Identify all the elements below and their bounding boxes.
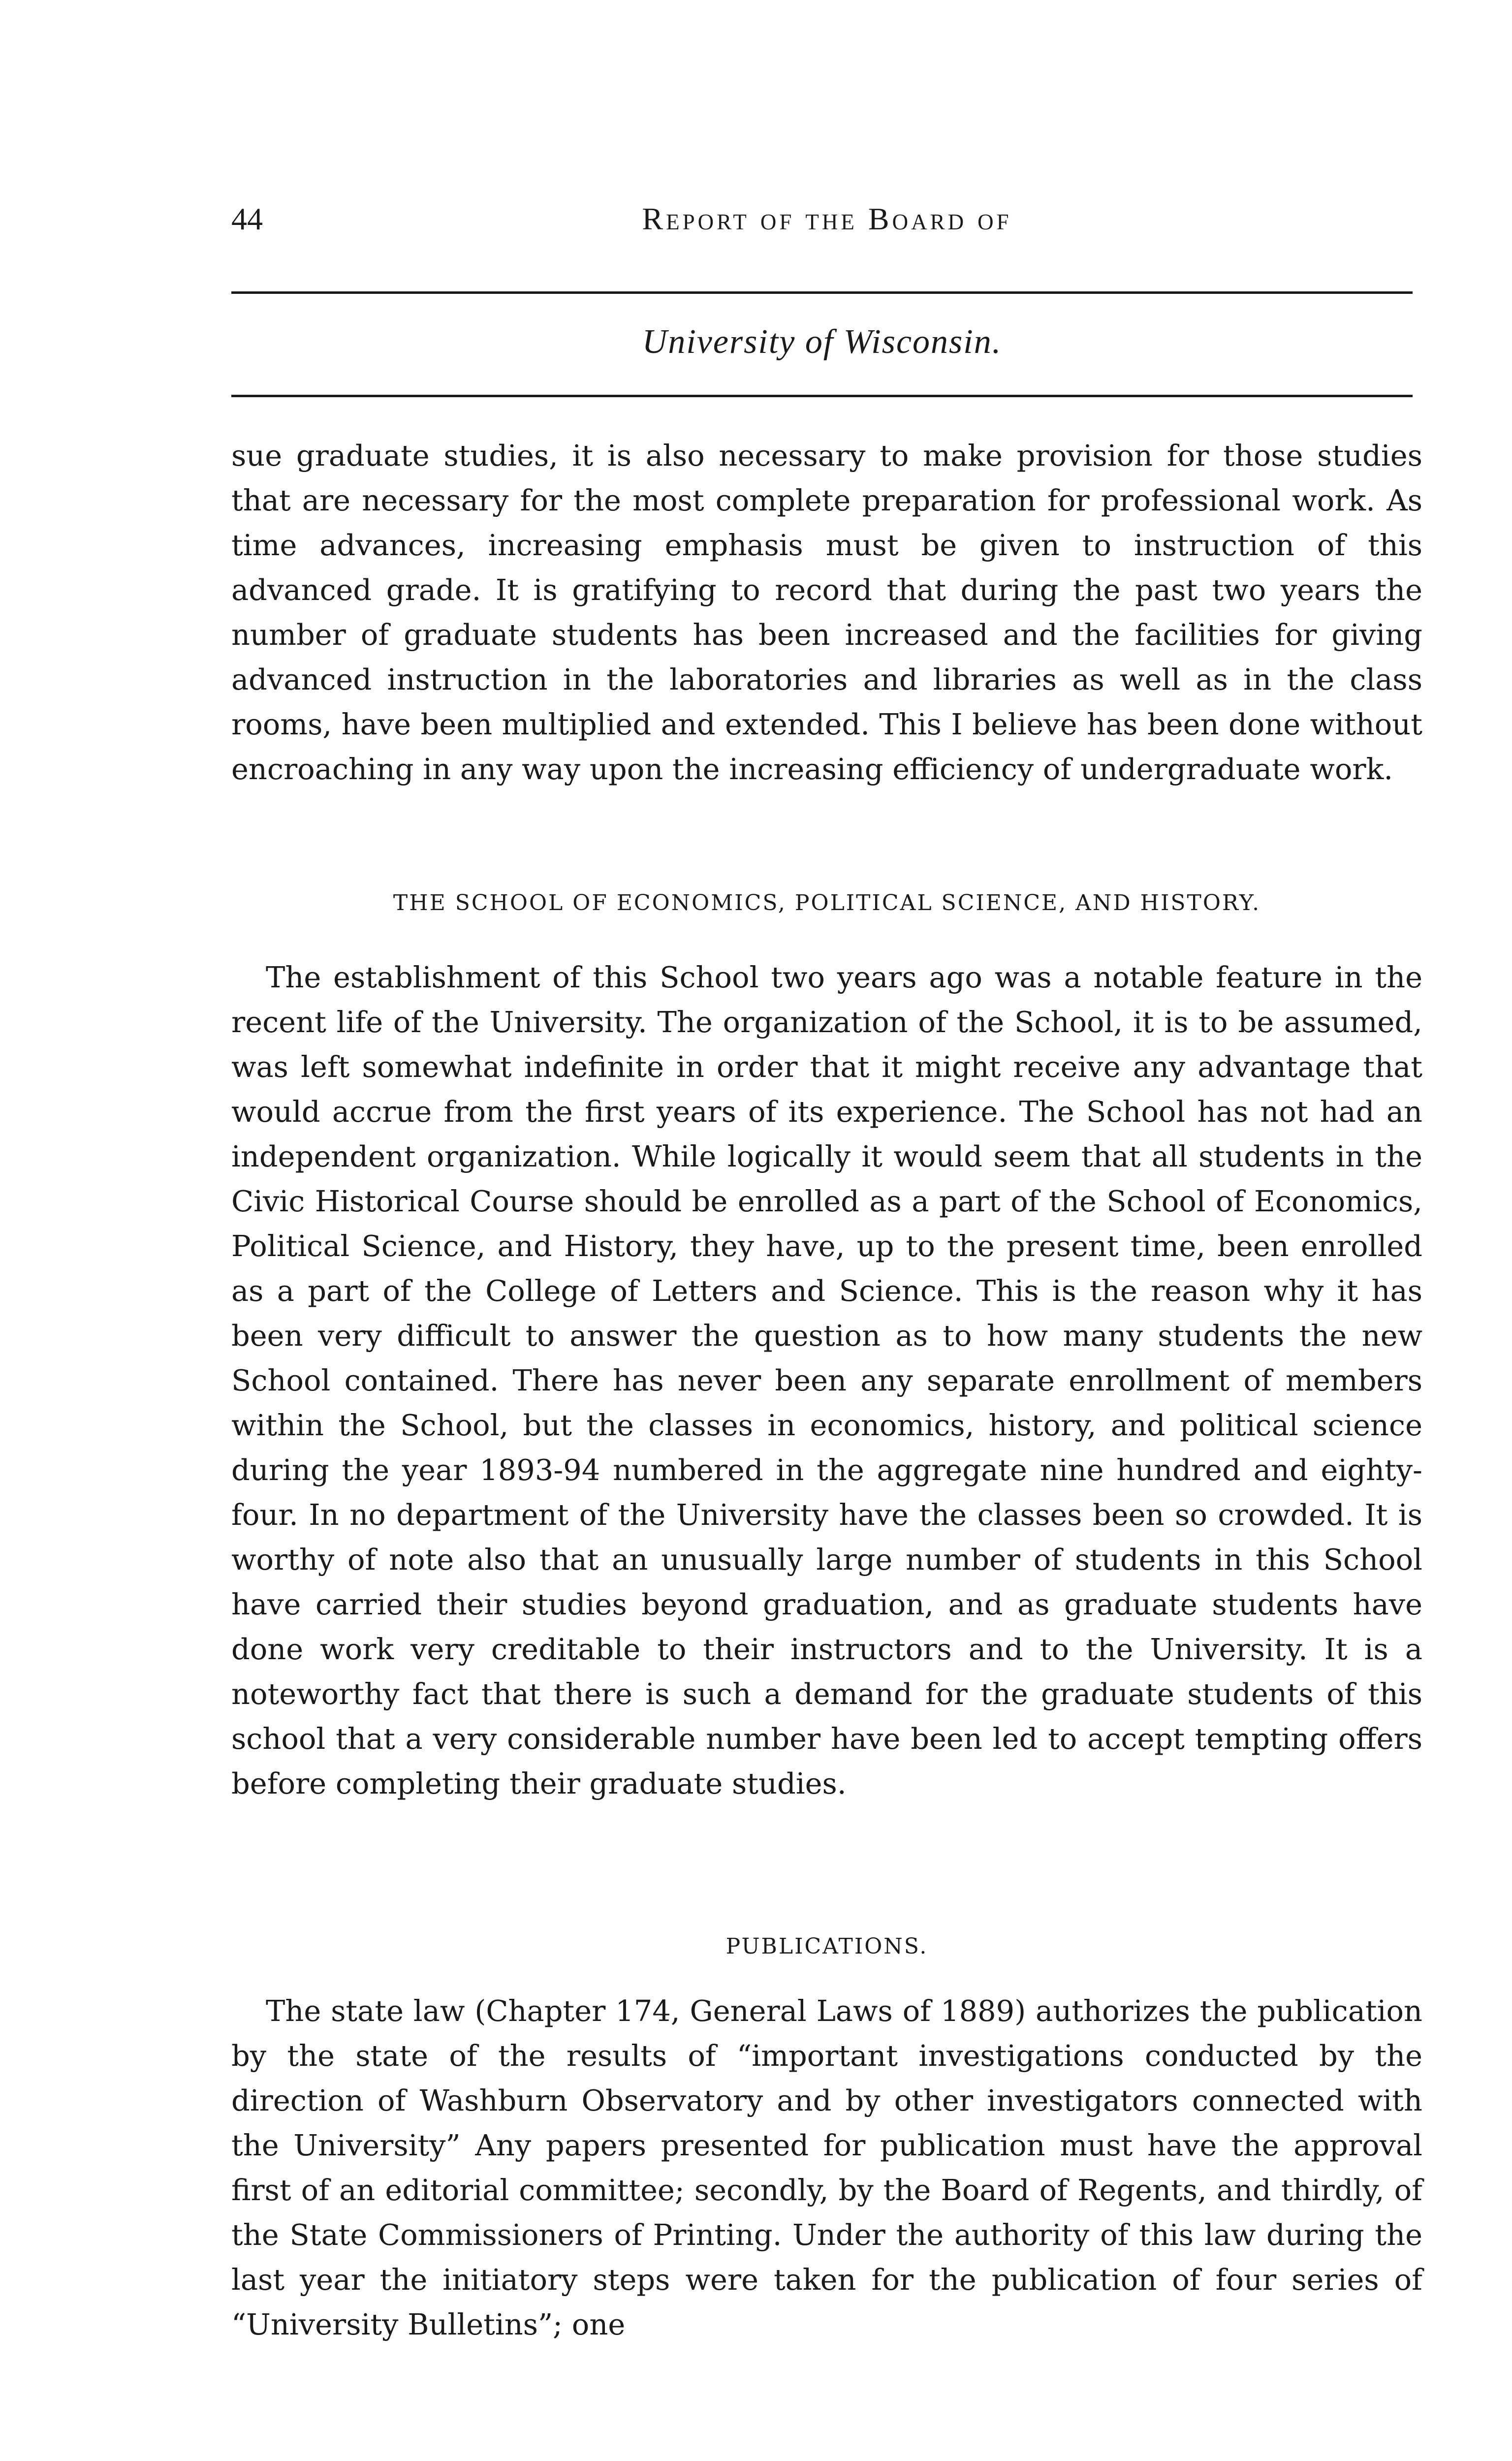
- heading-publications: PUBLICATIONS.: [725, 1934, 928, 1959]
- section-head: University of Wisconsin.: [642, 323, 1002, 361]
- document-page: [231, 0, 1422, 2461]
- header-rule-top: [231, 291, 1413, 294]
- page-number: 44: [231, 201, 263, 236]
- paragraph-school-of-economics: The establishment of this School two years ago was a notable feature in the recent life of the University. The organization of the School, it is to be assumed, was left somewhat indefinite in order that it might receive any advantage that would accrue from the first years of its experience. The School has not had an independent organization. While logically it would seem that all students in the Civic Historical Course should be enrolled as a part of the School of Economics, Political Science, and History, they have, up to the present time, been enrolled as a part of the College of Letters and Science. This is the reason why it has been very difficult to answer the question as to how many students the new School contained. There has never been any separate enrollment of members within the School, but the classes in economics, history, and political science during the year 1893-94 numbered in the aggregate nine hundred and eighty-four. In no department of the University have the classes been so crowded. It is worthy of note also that an unusually large number of students in this School have carried their studies beyond graduation, and as graduate students have done work very creditable to their instructors and to the University. It is a noteworthy fact that there is such a demand for the graduate students of this school that a very considerable number have been led to accept tempting offers before completing their graduate studies.: [231, 960, 1422, 1800]
- heading-school-of-economics: THE SCHOOL OF ECONOMICS, POLITICAL SCIENCE, AND HISTORY.: [393, 890, 1261, 915]
- header-rule-bottom: [231, 395, 1413, 397]
- page-header: [231, 194, 1422, 244]
- running-title: Report of the Board of: [642, 201, 1012, 236]
- paragraph-graduate-studies: sue graduate studies, it is also necessary to make provision for those studies that are necessary for the most complete preparation for professional work. As time advances, increasing emphasis must be given to instruction of this advanced grade. It is gratifying to record that during the past two years the number of graduate students has been increased and the facilities for giving advanced instruction in the laboratories and libraries as well as in the class rooms, have been multiplied and extended. This I believe has been done without encroaching in any way upon the increasing efficiency of undergraduate work.: [231, 439, 1422, 786]
- paragraph-publications: The state law (Chapter 174, General Laws of 1889) authorizes the publication by the state of the results of “important investigations conducted by the direction of Washburn Observatory and by other investigators connected with the University” Any papers presented for publication must have the approval first of an editorial committee; secondly, by the Board of Regents, and thirdly, of the State Commissioners of Printing. Under the authority of this law during the last year the initiatory steps were taken for the publication of four series of “University Bulletins”; one: [231, 1994, 1422, 2341]
